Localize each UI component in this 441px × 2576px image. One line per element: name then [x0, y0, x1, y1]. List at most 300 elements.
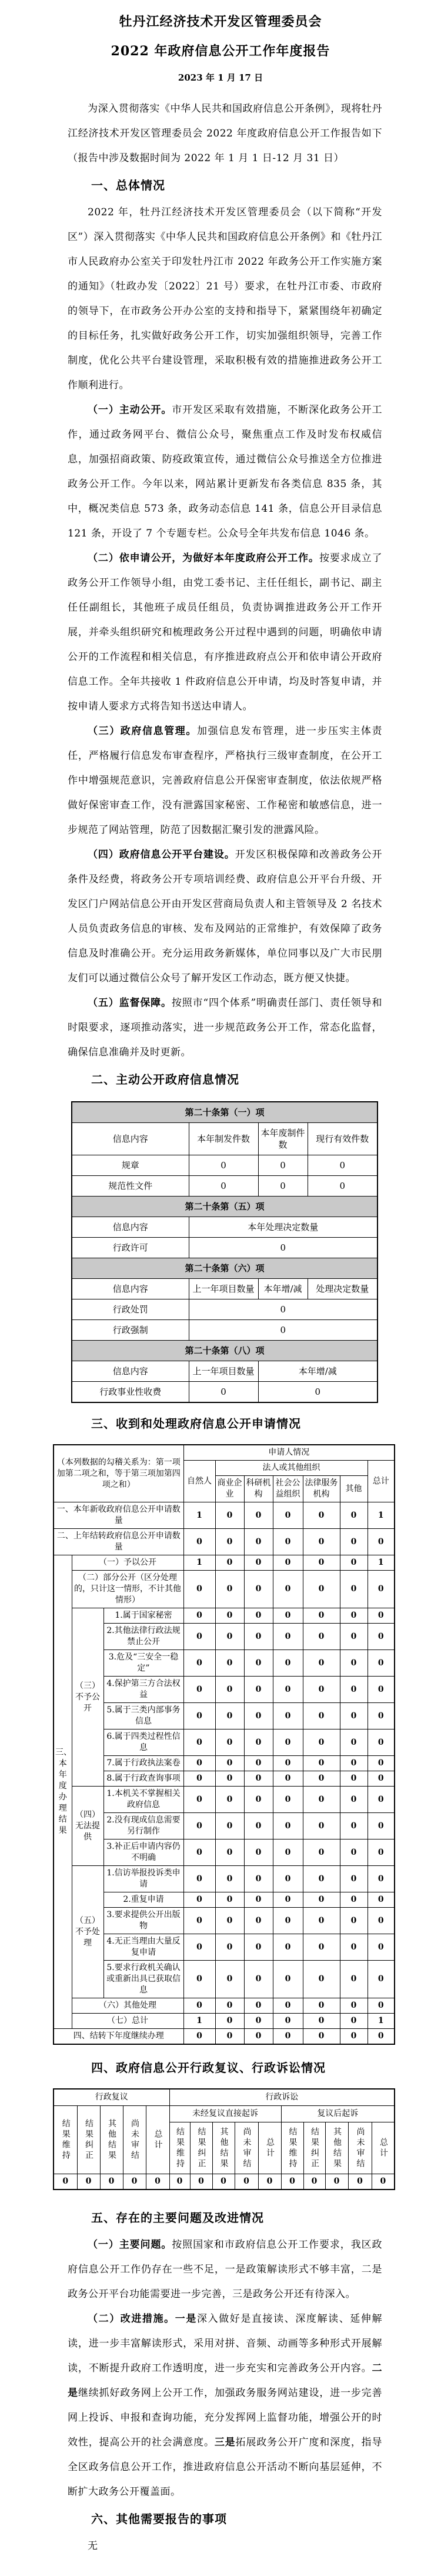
table-value-cell: 0: [273, 1892, 303, 1908]
table-value-cell: 0: [340, 1677, 368, 1703]
table-column-header: 本年处理决定数量: [189, 1217, 377, 1238]
table-row-label: 2.重复申请: [103, 1892, 183, 1908]
table-value-cell: 0: [215, 1839, 244, 1866]
table-value-cell: 0: [244, 1703, 273, 1729]
table-value-cell: 0: [340, 1787, 368, 1813]
improvement-text-1: 深入做好是直接读、深度解读、延伸解读，进一步丰富解读形式，采用对拼、音频、动画等多种形式开展解读，不断提升政府工作透明度，进一步充实和完善政务公开内容。: [68, 2313, 383, 2374]
table-column-header: 复议后起诉: [281, 2106, 395, 2122]
table-value-cell: 0: [273, 1771, 303, 1787]
table-column-header: 社会公益组织: [273, 1476, 303, 1502]
para-info-management: [68, 719, 382, 842]
table-disclosure-applications: [53, 1444, 395, 2045]
table-value-cell: 0: [169, 2174, 190, 2190]
table-row-label: （七）总计: [72, 2014, 183, 2029]
table-value-cell: 0: [244, 1787, 273, 1813]
table-value-cell: 0: [368, 1787, 395, 1813]
table-value-cell: 0: [340, 1529, 368, 1555]
table-column-header: 结果维持: [281, 2122, 303, 2174]
table-value-cell: 0: [303, 1756, 340, 1771]
heading-section-2: 二、主动公开政府信息情况: [91, 1072, 239, 1087]
table-value-cell: 0: [244, 1555, 273, 1571]
table-value-cell: 0: [235, 2174, 258, 2190]
table-value-cell: 0: [244, 1892, 273, 1908]
table-value-cell: 0: [183, 1866, 215, 1892]
table-value-cell: 0: [340, 1571, 368, 1608]
table-value-cell: 0: [273, 1729, 303, 1756]
table-column-header: 本年增/减: [258, 1361, 377, 1382]
table-section-band: 第二十条第（八）项: [72, 1341, 377, 1361]
table-value-cell: 0: [183, 1650, 215, 1677]
table-column-header: 总计: [372, 2122, 395, 2174]
table-row-label: （三）不予公开: [72, 1608, 103, 1787]
table-column-header: 行政诉讼: [169, 2089, 395, 2106]
para-lead-problems: （一）主要问题。: [88, 2239, 172, 2251]
table-review-litigation: [53, 2088, 395, 2190]
table-value-cell: 0: [303, 1502, 340, 1529]
table-value-cell: 0: [368, 1961, 395, 1998]
table-value-cell: 0: [368, 1756, 395, 1771]
table-value-cell: 0: [183, 1813, 215, 1839]
table-value-cell: 0: [303, 1729, 340, 1756]
table-column-header: （本列数据的勾稽关系为：第一项加第二项之和，等于第三项加第四项之和）: [54, 1445, 183, 1502]
table-value-cell: 0: [215, 1677, 244, 1703]
table-value-cell: 0: [183, 1934, 215, 1961]
table-column-header: 结果纠正: [77, 2106, 100, 2174]
table-row-label: 5.要求行政机关确认或重新出具已获取信息: [103, 1961, 183, 1998]
table-value-cell: 0: [368, 1839, 395, 1866]
improvement-marker-2: 二是: [68, 2362, 382, 2399]
table-value-cell: 0: [368, 1650, 395, 1677]
table-column-header: 结果纠正: [190, 2122, 212, 2174]
table-value-cell: 0: [308, 1155, 377, 1176]
table-row-label: （一）予以公开: [72, 1555, 183, 1571]
table-value-cell: 0: [244, 1813, 273, 1839]
table-value-cell: 0: [244, 1839, 273, 1866]
table-value-cell: 0: [183, 1677, 215, 1703]
table-value-cell: 0: [368, 1771, 395, 1787]
table-value-cell: 1: [368, 2014, 395, 2029]
table-column-header: 信息内容: [72, 1279, 189, 1299]
table-value-cell: 0: [303, 1529, 340, 1555]
table-row-label: （二）部分公开（区分处理的，只计这一情形，不计其他情形）: [72, 1571, 183, 1608]
table-value-cell: 0: [303, 1677, 340, 1703]
table-value-cell: 0: [215, 1961, 244, 1998]
table-column-header: 尚未审结: [348, 2122, 372, 2174]
table-value-cell: 0: [273, 1934, 303, 1961]
para-lead-4: （四）政府信息公开平台建设。: [88, 849, 235, 861]
table-value-cell: 0: [258, 1382, 377, 1403]
table-value-cell: 0: [215, 1555, 244, 1571]
table-row-label: 1.本机关不掌握相关政府信息: [103, 1787, 183, 1813]
table-value-cell: 0: [303, 1998, 340, 2014]
table-value-cell: 0: [183, 1703, 215, 1729]
table-value-cell: 0: [273, 1756, 303, 1771]
table-value-cell: 0: [340, 1892, 368, 1908]
table-value-cell: 0: [340, 1729, 368, 1756]
table-column-header: 其他结果: [325, 2122, 348, 2174]
table-value-cell: 0: [340, 1703, 368, 1729]
table-row-label: 4.无正当理由大量反复申请: [103, 1934, 183, 1961]
table-row-label: 规章: [72, 1155, 189, 1176]
para-text-4: 开发区积极保障和改善政务公开条件及经费，将政务公开专项培训经费、政府信息公开平台升级、开发区门户网站信息公开由开发区营商局负责人和主管领导及 2 名技术人员负责政务信息的审核、发布及网站的正常维护，有效保障了政务信息及时准确公开。充分运用政务新媒体，单位同事以及广大市民朋友们可以通过微信公众号了解开发区工作动态，既方便又快捷。: [68, 849, 382, 984]
table-value-cell: 0: [368, 1703, 395, 1729]
table-column-header: 本年增/减: [258, 1279, 308, 1299]
table-value-cell: 0: [244, 1624, 273, 1650]
para-improvements: [68, 2307, 382, 2504]
table-value-cell: 0: [303, 1650, 340, 1677]
table-value-cell: 0: [340, 1771, 368, 1787]
table-value-cell: 0: [189, 1238, 377, 1258]
table-row-label: 行政强制: [72, 1320, 189, 1341]
table-value-cell: 0: [189, 1382, 258, 1403]
table-value-cell: 0: [215, 1908, 244, 1934]
heading-section-3: 三、收到和处理政府信息公开申请情况: [91, 1417, 301, 1431]
table-value-cell: 0: [340, 1908, 368, 1934]
table-value-cell: 0: [273, 2014, 303, 2029]
table-value-cell: 0: [273, 1813, 303, 1839]
table-column-header: 申请人情况: [183, 1445, 395, 1461]
table-value-cell: 0: [189, 1176, 258, 1197]
para-supervision: [68, 991, 382, 1065]
para-text-5: 按照市“四个体系”明确责任部门、责任领导和时限要求，逐项推动落实，进一步规范政务公开工作，常态化监督，确保信息准确并及时更新。: [68, 997, 382, 1058]
table-value-cell: 0: [146, 2174, 169, 2190]
table-value-cell: 0: [368, 1866, 395, 1892]
table-value-cell: 0: [325, 2174, 348, 2190]
table-value-cell: 0: [258, 1155, 308, 1176]
table-value-cell: 0: [340, 1756, 368, 1771]
table-column-header: 信息内容: [72, 1123, 189, 1155]
para-lead-1: （一）主动公开。: [88, 404, 172, 416]
table-value-cell: 0: [244, 1502, 273, 1529]
table-value-cell: 0: [273, 1571, 303, 1608]
table-value-cell: 0: [273, 1703, 303, 1729]
table-column-header: 总计: [258, 2122, 281, 2174]
table-value-cell: 0: [215, 1650, 244, 1677]
para-platform-construction: [68, 842, 382, 991]
table-value-cell: 0: [273, 1787, 303, 1813]
table-value-cell: 0: [183, 1529, 215, 1555]
table-value-cell: 0: [303, 1608, 340, 1624]
table-column-header: 行政复议: [54, 2089, 169, 2106]
table-value-cell: 0: [183, 1998, 215, 2014]
table-row-label: （六）其他处理: [72, 1998, 183, 2014]
table-section-band: 第二十条第（一）项: [72, 1102, 377, 1123]
para-main-problems: [68, 2232, 382, 2307]
table-section-band: 第二十条第（六）项: [72, 1258, 377, 1279]
table-value-cell: 0: [244, 1961, 273, 1998]
table-value-cell: 0: [183, 1756, 215, 1771]
table-value-cell: 0: [190, 2174, 212, 2190]
table-value-cell: 0: [244, 1729, 273, 1756]
table-value-cell: 0: [215, 1624, 244, 1650]
table-row-label: 规范性文件: [72, 1176, 189, 1197]
table-value-cell: 0: [273, 1998, 303, 2014]
para-lead-improvements: （二）改进措施。: [88, 2313, 175, 2325]
table-value-cell: 0: [215, 2014, 244, 2029]
table-value-cell: 0: [303, 1771, 340, 1787]
table-value-cell: 0: [215, 1934, 244, 1961]
table-value-cell: 0: [340, 1650, 368, 1677]
table-column-header: 尚未审结: [235, 2122, 258, 2174]
table-value-cell: 0: [244, 1608, 273, 1624]
table-value-cell: 0: [368, 1677, 395, 1703]
table-row-label: 5.属于三类内部事务信息: [103, 1703, 183, 1729]
table-value-cell: 0: [273, 1839, 303, 1866]
table-section-band: 第二十条第（五）项: [72, 1197, 377, 1217]
table-value-cell: 0: [340, 2029, 368, 2045]
table-value-cell: 0: [215, 1756, 244, 1771]
table-value-cell: 0: [244, 1571, 273, 1608]
table-value-cell: 0: [368, 1529, 395, 1555]
table-value-cell: 0: [244, 1756, 273, 1771]
table-value-cell: 0: [303, 1813, 340, 1839]
table-value-cell: 0: [183, 1771, 215, 1787]
table-column-header: 信息内容: [72, 1361, 189, 1382]
para-active-disclosure: [68, 398, 382, 546]
table-value-cell: 0: [303, 1624, 340, 1650]
table-value-cell: 0: [215, 1608, 244, 1624]
table-value-cell: 0: [244, 1677, 273, 1703]
table-value-cell: 0: [258, 2174, 281, 2190]
overview-paragraph: 2022 年，牡丹江经济技术开发区管理委员会（以下简称“开发区”）深入贯彻落实《中华人民共和国政府信息公开条例》和《牡丹江市人民政府办公室关于印发牡丹江市 2022 年政务公开工作实施方案的通知》（牡政办发〔2022〕21 号）要求，在牡丹江市委、市政府的领导下，在市政务公开办公室的支持和指导下，紧紧围绕年初确定的目标任务，扎实做好政务公开工作，切实加强组织领导，完善工作制度，优化公共平台建设管理，采取积极有效的措施推进政务公开工作顺利进行。: [68, 206, 382, 391]
para-lead-3: （三）政府信息管理。: [88, 725, 197, 737]
table-value-cell: 0: [273, 1502, 303, 1529]
table-column-header: 上一年项目数量: [189, 1361, 258, 1382]
table-value-cell: 0: [273, 2029, 303, 2045]
table-value-cell: 0: [368, 1998, 395, 2014]
table-value-cell: 0: [215, 1502, 244, 1529]
table-row-label: 7.属于行政执法案卷: [103, 1756, 183, 1771]
table-value-cell: 0: [340, 1998, 368, 2014]
para-text-2: 按要求成立了政务公开工作领导小组，由党工委书记、主任任组长，副书记、副主任任副组长，其他班子成员任组员，负责协调推进政务公开工作开展，并牵头组织研究和梳理政务公开过程中遇到的问题，明确依申请公开的工作流程和相关信息，有序推进政府点公开和依申请公开政府信息工作。全年共接收 1 件政府信息公开申请，均及时答复申请，并按申请人要求方式将告知书送达申请人。: [68, 552, 383, 712]
heading-section-6: 六、其他需要报告的事项: [91, 2512, 227, 2526]
table-value-cell: 1: [183, 1502, 215, 1529]
para-lead-2: （二）依申请公开，为做好本年度政府公开工作。: [88, 552, 319, 564]
table-column-header: 本年废制件数: [258, 1123, 308, 1155]
table-value-cell: 0: [303, 1787, 340, 1813]
para-text-3: 加强信息发布管理，进一步压实主体责任，严格履行信息发布审查程序，严格执行三级审查制度，在公开工作中增强规范意识，完善政府信息公开保密审查制度，依法依规严格做好保密审查工作，没有泄露国家秘密、工作秘密和敏感信息，进一步规范了网站管理，防范了因数据汇聚引发的泄露风险。: [68, 725, 383, 836]
intro-paragraph: 为深入贯彻落实《中华人民共和国政府信息公开条例》，现将牡丹江经济技术开发区管理委员会 2022 年度政府信息公开工作报告如下（报告中涉及数据时间为 2022 年 1 月 1 日-12 月 31 日）: [68, 103, 382, 164]
table-value-cell: 0: [281, 2174, 303, 2190]
table-value-cell: 1: [183, 2014, 215, 2029]
table-column-header: 法人或其他组织: [215, 1461, 368, 1476]
table-value-cell: 0: [183, 1908, 215, 1934]
table-row-label: （四）无法提供: [72, 1787, 103, 1866]
table-value-cell: 0: [273, 1677, 303, 1703]
table-value-cell: 0: [215, 1813, 244, 1839]
table-value-cell: 0: [273, 1624, 303, 1650]
table-value-cell: 0: [273, 1529, 303, 1555]
table-value-cell: 0: [303, 1866, 340, 1892]
table-column-header: 处理决定数量: [308, 1279, 377, 1299]
table-value-cell: 0: [189, 1299, 377, 1320]
table-value-cell: 1: [368, 1555, 395, 1571]
table-value-cell: 0: [273, 1866, 303, 1892]
improvement-marker-1: 一是: [175, 2313, 197, 2325]
table-value-cell: 0: [183, 1729, 215, 1756]
table-value-cell: 0: [212, 2174, 235, 2190]
table-value-cell: 0: [183, 1961, 215, 1998]
table-value-cell: 0: [100, 2174, 123, 2190]
table-value-cell: 0: [368, 1729, 395, 1756]
table-value-cell: 0: [215, 2029, 244, 2045]
table-value-cell: 0: [303, 1839, 340, 1866]
table-column-header: 其他结果: [212, 2122, 235, 2174]
table-value-cell: 0: [340, 1555, 368, 1571]
table-value-cell: 0: [77, 2174, 100, 2190]
table-value-cell: 0: [340, 1608, 368, 1624]
table-value-cell: 0: [303, 1703, 340, 1729]
table-column-header: 结果维持: [169, 2122, 190, 2174]
table-value-cell: 0: [123, 2174, 146, 2190]
table-value-cell: 0: [189, 1155, 258, 1176]
improvement-text-3: 拓展政务公开广度和深度，指导全区政务信息公开工作，推进政府信息公开活动不断向基层延伸，不断扩大政务公开覆盖面。: [68, 2437, 383, 2498]
table-value-cell: 0: [372, 2174, 395, 2190]
table-value-cell: 0: [303, 1571, 340, 1608]
document-title-line2: 2022 年政府信息公开工作年度报告: [111, 44, 330, 59]
table-value-cell: 0: [183, 2029, 215, 2045]
table-row-label: 3.补正后申请内容仍不明确: [103, 1839, 183, 1866]
table-value-cell: 0: [348, 2174, 372, 2190]
table-value-cell: 0: [340, 1624, 368, 1650]
heading-section-1: 一、总体情况: [91, 178, 165, 192]
table-value-cell: 0: [368, 1608, 395, 1624]
table-column-header: 结果维持: [54, 2106, 77, 2174]
table-value-cell: 0: [368, 1624, 395, 1650]
table-column-header: 自然人: [183, 1461, 215, 1502]
table-row-label: 行政许可: [72, 1238, 189, 1258]
table-value-cell: 0: [215, 1703, 244, 1729]
table-value-cell: 0: [244, 2014, 273, 2029]
table-value-cell: 0: [183, 1624, 215, 1650]
table-row-label: 3.要求提供公开出版物: [103, 1908, 183, 1934]
none-text: 无: [88, 2540, 98, 2552]
para-text-1: 市开发区采取有效措施，不断深化政务公开工作，通过政务网平台、微信公众号，聚焦重点工作及时发布权威信息，加强招商政策、防疫政策宣传，通过微信公众号推送全方位推进政务公开工作。今年以来，网站累计更新发布各类信息 835 条，其中，概况类信息 573 条，政务动态信息 141 条，信息公开目录信息 121 条，开设了 7 个专题专栏。公众号全年共发布信息 1046 条。: [68, 404, 383, 539]
table-value-cell: 0: [303, 2029, 340, 2045]
table-column-header: 其他结果: [100, 2106, 123, 2174]
table-value-cell: 0: [244, 1529, 273, 1555]
table-value-cell: 0: [244, 1908, 273, 1934]
table-row-label: 一、本年新收政府信息公开申请数量: [54, 1502, 183, 1529]
table-value-cell: 0: [244, 2029, 273, 2045]
table-value-cell: 0: [303, 1961, 340, 1998]
table-value-cell: 0: [368, 1892, 395, 1908]
table-row-label: 1.属于国家秘密: [103, 1608, 183, 1624]
table-column-header: 未经复议直接起诉: [169, 2106, 281, 2122]
table-row-label: 1.信访举报投诉类申请: [103, 1866, 183, 1892]
table-value-cell: 0: [303, 2014, 340, 2029]
table-value-cell: 0: [183, 1608, 215, 1624]
table-value-cell: 0: [215, 1529, 244, 1555]
table-value-cell: 1: [368, 1502, 395, 1529]
table-value-cell: 0: [215, 1787, 244, 1813]
table-value-cell: 1: [183, 1555, 215, 1571]
table-value-cell: 0: [273, 1555, 303, 1571]
table-value-cell: 0: [215, 1771, 244, 1787]
table-value-cell: 0: [183, 1892, 215, 1908]
table-value-cell: 0: [244, 1771, 273, 1787]
table-value-cell: 0: [189, 1320, 377, 1341]
table-value-cell: 0: [340, 1813, 368, 1839]
table-value-cell: 0: [183, 1787, 215, 1813]
table-row-label: 行政事业性收费: [72, 1382, 189, 1403]
table-value-cell: 0: [368, 1908, 395, 1934]
table-value-cell: 0: [340, 1961, 368, 1998]
para-lead-5: （五）监督保障。: [88, 997, 172, 1009]
table-column-header: 现行有效件数: [308, 1123, 377, 1155]
table-value-cell: 0: [368, 1934, 395, 1961]
table-value-cell: 0: [215, 1998, 244, 2014]
table-column-header: 商业企业: [215, 1476, 244, 1502]
table-column-header: 总计: [146, 2106, 169, 2174]
table-value-cell: 0: [244, 1650, 273, 1677]
table-column-header: 信息内容: [72, 1217, 189, 1238]
table-row-label: 2.没有现成信息需要另行制作: [103, 1813, 183, 1839]
table-column-header: 其他: [340, 1476, 368, 1502]
table-value-cell: 0: [215, 1729, 244, 1756]
improvement-marker-3: 三是: [214, 2437, 236, 2448]
table-value-cell: 0: [368, 1813, 395, 1839]
table-value-cell: 0: [183, 1571, 215, 1608]
table-row-label: 4.保护第三方合法权益: [103, 1677, 183, 1703]
table-value-cell: 0: [340, 1839, 368, 1866]
table-value-cell: 0: [273, 1908, 303, 1934]
table-value-cell: 0: [303, 1555, 340, 1571]
table-value-cell: 0: [215, 1892, 244, 1908]
table-column-header: 总计: [368, 1461, 395, 1502]
table-value-cell: 0: [273, 1961, 303, 1998]
table-column-header: 科研机构: [244, 1476, 273, 1502]
table-value-cell: 0: [303, 1892, 340, 1908]
table-value-cell: 0: [258, 1176, 308, 1197]
table-value-cell: 0: [308, 1176, 377, 1197]
table-value-cell: 0: [368, 1571, 395, 1608]
document-title-line1: 牡丹江经济技术开发区管理委员会: [119, 14, 322, 29]
table-row-label: （五）不予处理: [72, 1866, 103, 1998]
table-column-header: 法律服务机构: [303, 1476, 340, 1502]
table-value-cell: 0: [183, 1839, 215, 1866]
table-column-header: 本年制发件数: [189, 1123, 258, 1155]
table-value-cell: 0: [215, 1866, 244, 1892]
table-value-cell: 0: [303, 2174, 325, 2190]
table-row-label: 行政处罚: [72, 1299, 189, 1320]
table-value-cell: 0: [244, 1866, 273, 1892]
table-value-cell: 0: [273, 1608, 303, 1624]
table-value-cell: 0: [368, 2029, 395, 2045]
table-value-cell: 0: [340, 1934, 368, 1961]
table-value-cell: 0: [303, 1908, 340, 1934]
table-value-cell: 0: [303, 1934, 340, 1961]
table-row-label: 6.属于四类过程性信息: [103, 1729, 183, 1756]
table-column-header: 结果纠正: [303, 2122, 325, 2174]
table-row-label: 3.危及“三安全一稳定”: [103, 1650, 183, 1677]
table-column-header: 尚未审结: [123, 2106, 146, 2174]
table-row-label: 三、本年度办理结果: [54, 1555, 72, 2029]
table-value-cell: 0: [215, 1571, 244, 1608]
table-value-cell: 0: [273, 1650, 303, 1677]
table-value-cell: 0: [340, 1866, 368, 1892]
table-row-label: 8.属于行政查询事项: [103, 1771, 183, 1787]
improvement-text-2: 继续抓好政务网上公开工作，加强政务服务网站建设，进一步完善网上投诉、申报和查询功能，充分发挥网上监督功能，增强公开的时效性，提高公开的社会满意度。: [68, 2387, 383, 2448]
table-value-cell: 0: [54, 2174, 77, 2190]
para-text-problems: 按照国家和市政府信息公开工作要求，我区政府信息公开工作仍存在一些不足，一是政策解读形式不够丰富，二是政务公开平台功能需要进一步完善，三是政务公开还有待深入。: [68, 2239, 383, 2300]
para-application-disclosure: [68, 546, 382, 719]
table-value-cell: 0: [244, 1998, 273, 2014]
table-row-label: 2.其他法律行政法规禁止公开: [103, 1624, 183, 1650]
table-value-cell: 0: [340, 1502, 368, 1529]
heading-section-5: 五、存在的主要问题及改进情况: [91, 2211, 264, 2225]
table-column-header: 上一年项目数量: [189, 1279, 258, 1299]
